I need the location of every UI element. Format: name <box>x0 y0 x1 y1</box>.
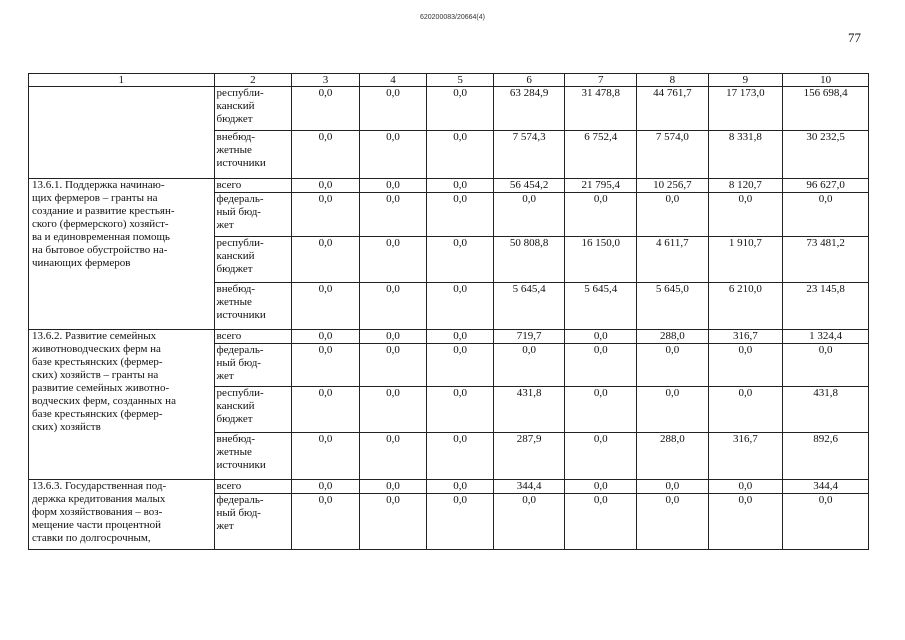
value-cell: 156 698,4 <box>783 87 869 131</box>
value-cell: 0,0 <box>427 237 494 283</box>
value-cell: 0,0 <box>783 344 869 387</box>
budget-table <box>28 73 869 550</box>
value-cell: 0,0 <box>565 330 637 344</box>
value-cell: 0,0 <box>427 387 494 433</box>
value-cell: 31 478,8 <box>565 87 637 131</box>
value-cell: 8 331,8 <box>708 131 783 179</box>
value-cell: 8 120,7 <box>708 179 783 193</box>
value-cell: 16 150,0 <box>565 237 637 283</box>
value-cell: 0,0 <box>493 193 565 237</box>
value-cell: 0,0 <box>565 494 637 550</box>
funding-source-cell: всего <box>214 480 292 494</box>
funding-source-cell: федераль- ный бюд- жет <box>214 344 292 387</box>
program-cell: 13.6.1. Поддержка начинаю- щих фермеров – гранты на создание и развитие крестьян- ского (фермерского) хозяйст- ва и единовременная помощь на бытовое обустройство на- чинающих фермеров <box>29 179 215 330</box>
table-row <box>29 179 869 193</box>
value-cell: 7 574,3 <box>493 131 565 179</box>
value-cell: 0,0 <box>637 344 709 387</box>
value-cell: 0,0 <box>359 237 427 283</box>
value-cell: 0,0 <box>708 344 783 387</box>
header-cell: 9 <box>708 74 783 87</box>
value-cell: 0,0 <box>292 480 360 494</box>
value-cell: 0,0 <box>565 387 637 433</box>
value-cell: 0,0 <box>493 494 565 550</box>
funding-source-cell: федераль- ный бюд- жет <box>214 193 292 237</box>
header-cell: 2 <box>214 74 292 87</box>
value-cell: 0,0 <box>637 387 709 433</box>
value-cell: 0,0 <box>359 330 427 344</box>
value-cell: 0,0 <box>427 433 494 480</box>
value-cell: 287,9 <box>493 433 565 480</box>
value-cell: 21 795,4 <box>565 179 637 193</box>
value-cell: 0,0 <box>637 480 709 494</box>
value-cell: 0,0 <box>359 87 427 131</box>
document-id: 620200083/20664(4) <box>419 14 485 21</box>
header-cell: 7 <box>565 74 637 87</box>
funding-source-cell: внебюд- жетные источники <box>214 283 292 330</box>
value-cell: 0,0 <box>359 433 427 480</box>
header-row <box>29 74 869 87</box>
table-row <box>29 87 869 131</box>
value-cell: 56 454,2 <box>493 179 565 193</box>
value-cell: 0,0 <box>359 283 427 330</box>
funding-source-cell: внебюд- жетные источники <box>214 433 292 480</box>
value-cell: 0,0 <box>292 87 360 131</box>
header-cell: 8 <box>637 74 709 87</box>
value-cell: 892,6 <box>783 433 869 480</box>
value-cell: 0,0 <box>637 193 709 237</box>
value-cell: 0,0 <box>427 193 494 237</box>
value-cell: 0,0 <box>565 480 637 494</box>
value-cell: 316,7 <box>708 330 783 344</box>
value-cell: 0,0 <box>359 344 427 387</box>
value-cell: 5 645,0 <box>637 283 709 330</box>
value-cell: 0,0 <box>708 387 783 433</box>
value-cell: 0,0 <box>708 193 783 237</box>
value-cell: 0,0 <box>708 494 783 550</box>
value-cell: 44 761,7 <box>637 87 709 131</box>
value-cell: 0,0 <box>565 193 637 237</box>
funding-source-cell: внебюд- жетные источники <box>214 131 292 179</box>
value-cell: 0,0 <box>359 480 427 494</box>
value-cell: 0,0 <box>427 87 494 131</box>
value-cell: 0,0 <box>427 283 494 330</box>
header-cell: 6 <box>493 74 565 87</box>
value-cell: 5 645,4 <box>493 283 565 330</box>
value-cell: 0,0 <box>427 344 494 387</box>
value-cell: 0,0 <box>565 344 637 387</box>
value-cell: 0,0 <box>427 494 494 550</box>
value-cell: 23 145,8 <box>783 283 869 330</box>
value-cell: 17 173,0 <box>708 87 783 131</box>
header-cell: 3 <box>292 74 360 87</box>
value-cell: 0,0 <box>359 179 427 193</box>
value-cell: 0,0 <box>292 387 360 433</box>
value-cell: 0,0 <box>359 387 427 433</box>
value-cell: 0,0 <box>427 480 494 494</box>
value-cell: 0,0 <box>292 283 360 330</box>
value-cell: 0,0 <box>292 179 360 193</box>
value-cell: 6 752,4 <box>565 131 637 179</box>
program-cell: 13.6.2. Развитие семейных животноводческих ферм на базе крестьянских (фермер- ских) хозяйств – гранты на развитие семейных животно- водческих ферм, созданных на базе крестьянских (фермер- ских) хозяйств <box>29 330 215 480</box>
value-cell: 719,7 <box>493 330 565 344</box>
value-cell: 0,0 <box>783 193 869 237</box>
value-cell: 0,0 <box>292 494 360 550</box>
value-cell: 316,7 <box>708 433 783 480</box>
funding-source-cell: республи- канский бюджет <box>214 87 292 131</box>
value-cell: 288,0 <box>637 433 709 480</box>
value-cell: 5 645,4 <box>565 283 637 330</box>
value-cell: 0,0 <box>359 193 427 237</box>
value-cell: 431,8 <box>493 387 565 433</box>
value-cell: 0,0 <box>427 179 494 193</box>
value-cell: 0,0 <box>565 433 637 480</box>
value-cell: 0,0 <box>637 494 709 550</box>
page-number: 77 <box>848 30 861 45</box>
header-cell: 4 <box>359 74 427 87</box>
value-cell: 0,0 <box>292 433 360 480</box>
value-cell: 1 910,7 <box>708 237 783 283</box>
value-cell: 7 574,0 <box>637 131 709 179</box>
value-cell: 0,0 <box>292 330 360 344</box>
value-cell: 344,4 <box>783 480 869 494</box>
value-cell: 0,0 <box>359 494 427 550</box>
value-cell: 63 284,9 <box>493 87 565 131</box>
funding-source-cell: федераль- ный бюд- жет <box>214 494 292 550</box>
table-row <box>29 480 869 494</box>
header-cell: 1 <box>29 74 215 87</box>
value-cell: 0,0 <box>292 131 360 179</box>
header-cell: 10 <box>783 74 869 87</box>
funding-source-cell: республи- канский бюджет <box>214 387 292 433</box>
value-cell: 431,8 <box>783 387 869 433</box>
value-cell: 288,0 <box>637 330 709 344</box>
value-cell: 0,0 <box>292 193 360 237</box>
value-cell: 50 808,8 <box>493 237 565 283</box>
program-cell: 13.6.3. Государственная под- держка кредитования малых форм хозяйствования – воз- мещение части процентной ставки по долгосрочным, <box>29 480 215 550</box>
header-cell: 5 <box>427 74 494 87</box>
funding-source-cell: республи- канский бюджет <box>214 237 292 283</box>
value-cell: 0,0 <box>493 344 565 387</box>
value-cell: 0,0 <box>783 494 869 550</box>
value-cell: 10 256,7 <box>637 179 709 193</box>
program-cell <box>29 87 215 179</box>
funding-source-cell: всего <box>214 179 292 193</box>
value-cell: 0,0 <box>292 344 360 387</box>
value-cell: 0,0 <box>359 131 427 179</box>
value-cell: 73 481,2 <box>783 237 869 283</box>
value-cell: 344,4 <box>493 480 565 494</box>
value-cell: 6 210,0 <box>708 283 783 330</box>
value-cell: 1 324,4 <box>783 330 869 344</box>
value-cell: 0,0 <box>427 131 494 179</box>
value-cell: 0,0 <box>427 330 494 344</box>
value-cell: 0,0 <box>292 237 360 283</box>
value-cell: 0,0 <box>708 480 783 494</box>
value-cell: 96 627,0 <box>783 179 869 193</box>
funding-source-cell: всего <box>214 330 292 344</box>
value-cell: 30 232,5 <box>783 131 869 179</box>
value-cell: 4 611,7 <box>637 237 709 283</box>
table-row <box>29 330 869 344</box>
